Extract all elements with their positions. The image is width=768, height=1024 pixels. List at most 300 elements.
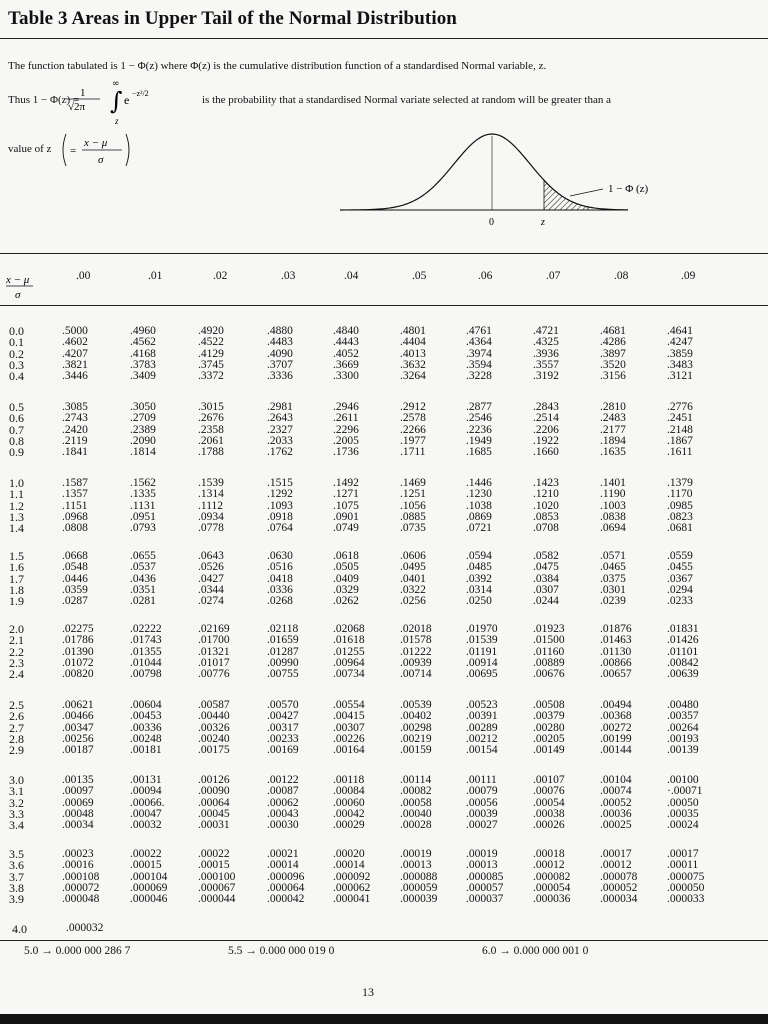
table-cell: .00025 xyxy=(600,819,632,832)
table-column-block xyxy=(267,326,293,382)
table-cell: .00013 xyxy=(466,859,498,872)
table-cell: .0594 xyxy=(466,550,492,562)
table-cell: .0735 xyxy=(400,522,426,535)
table-column-block xyxy=(130,478,156,534)
z-label: 1.2 xyxy=(9,498,24,513)
table-cell: .2327 xyxy=(267,423,293,436)
z-label: 2.3 xyxy=(9,655,24,670)
table-cell: .01923 xyxy=(533,623,565,635)
table-cell: .00523 xyxy=(466,699,498,711)
table-column-block xyxy=(62,402,88,458)
table-cell: .00440 xyxy=(198,710,230,723)
table-cell: .0274 xyxy=(198,595,224,608)
table-cell: .00122 xyxy=(267,774,299,786)
table-cell: .4960 xyxy=(130,325,156,337)
table-cell: .0694 xyxy=(600,522,626,535)
table-cell: .00676 xyxy=(533,668,565,681)
table-cell: .0838 xyxy=(600,510,626,523)
table-cell: .00326 xyxy=(198,721,230,734)
table-cell: .2177 xyxy=(600,423,626,436)
table-cell: .0869 xyxy=(466,510,492,523)
table-cell: .0571 xyxy=(600,550,626,562)
table-cell: .1841 xyxy=(62,446,88,459)
table-cell: .01500 xyxy=(533,634,565,647)
probability-text: is the probability that a standardised Normal variate selected at random will be greater than a xyxy=(202,94,611,106)
table-cell: .00012 xyxy=(600,859,632,872)
table-column-block xyxy=(466,326,492,382)
table-cell: .02169 xyxy=(198,623,230,635)
table-cell: .2483 xyxy=(600,412,626,425)
integral-upper: ∞ xyxy=(112,79,120,89)
table-column-block xyxy=(667,775,702,831)
table-cell: .00621 xyxy=(62,699,94,711)
table-cell: .00990 xyxy=(267,656,299,669)
table-cell: ·.00071 xyxy=(667,785,703,798)
table-cell: .0268 xyxy=(267,595,293,608)
table-cell: .01044 xyxy=(130,656,162,669)
table-column-block xyxy=(62,775,94,831)
table-cell: .00205 xyxy=(533,732,565,745)
table-column-block xyxy=(333,551,359,607)
table-column-block xyxy=(62,326,88,382)
table-cell: .3336 xyxy=(267,370,293,383)
table-cell: .000062 xyxy=(333,881,371,894)
table-cell: .000059 xyxy=(400,881,438,894)
z-label: 3.2 xyxy=(9,795,24,810)
table-cell: .2843 xyxy=(533,401,559,413)
column-header: .01 xyxy=(148,270,163,282)
z-label: 1.7 xyxy=(9,571,24,586)
table-cell: .00144 xyxy=(600,744,632,757)
table-cell: .1131 xyxy=(130,499,156,512)
table-cell: .1562 xyxy=(130,477,156,489)
table-cell: .1492 xyxy=(333,477,359,489)
table-cell: .4247 xyxy=(667,336,693,349)
footer-item-2: 5.5 → 0.000 000 019 0 xyxy=(228,945,335,957)
table-cell: .0823 xyxy=(667,510,693,523)
table-cell: .00357 xyxy=(667,710,699,723)
table-cell: .000075 xyxy=(667,870,705,883)
table-cell: .00264 xyxy=(667,721,699,734)
table-cell: .00368 xyxy=(600,710,632,723)
table-cell: .2296 xyxy=(333,423,359,436)
table-cell: .000067 xyxy=(198,881,236,894)
table-cell: .1401 xyxy=(600,477,626,489)
integral-formula xyxy=(60,78,200,128)
table-cell: .0281 xyxy=(130,595,156,608)
table-cell: .01700 xyxy=(198,634,230,647)
table-cell: .00056 xyxy=(466,796,498,809)
table-cell: .00064 xyxy=(198,796,230,809)
table-cell: .00052 xyxy=(600,796,632,809)
table-cell: .000108 xyxy=(62,870,100,883)
table-cell: .000082 xyxy=(533,870,571,883)
table-cell: .00030 xyxy=(267,819,299,832)
z-label: 1.3 xyxy=(9,509,24,524)
table-cell: .0239 xyxy=(600,595,626,608)
table-cell: .00820 xyxy=(62,668,94,681)
z-row-labels xyxy=(9,478,24,534)
table-cell: .0244 xyxy=(533,595,559,608)
table-cell: .000052 xyxy=(600,881,638,894)
table-cell: .1210 xyxy=(533,488,559,501)
table-cell: .00016 xyxy=(62,859,94,872)
table-cell: .00402 xyxy=(400,710,432,723)
table-cell: .0681 xyxy=(667,522,693,535)
table-cell: .3409 xyxy=(130,370,156,383)
table-cell: .00114 xyxy=(400,774,432,786)
table-cell: .00036 xyxy=(600,807,632,820)
table-cell: .000034 xyxy=(600,893,638,906)
table-cell: .1357 xyxy=(62,488,88,501)
table-cell: .00734 xyxy=(333,668,365,681)
table-cell: .2611 xyxy=(333,412,359,425)
table-cell: .0918 xyxy=(267,510,293,523)
table-cell: .4641 xyxy=(667,325,693,337)
table-cell: .0359 xyxy=(62,583,88,596)
table-column-block xyxy=(466,551,492,607)
page-number: 13 xyxy=(362,985,374,999)
table-column-block xyxy=(267,478,293,534)
table-column-block xyxy=(333,326,359,382)
table-cell: .3936 xyxy=(533,347,559,360)
table-cell: .1469 xyxy=(400,477,426,489)
table-column-block xyxy=(466,775,498,831)
table-cell: .0329 xyxy=(333,583,359,596)
z-label: 2.5 xyxy=(9,698,24,712)
table-cell: .00107 xyxy=(533,774,565,786)
table-cell: .00021 xyxy=(267,848,299,860)
table-cell: .1539 xyxy=(198,477,224,489)
table-column-block xyxy=(62,849,99,905)
table-cell: .0968 xyxy=(62,510,88,523)
table-column-block xyxy=(62,551,88,607)
table-cell: .00087 xyxy=(267,785,299,798)
formula-numer: 1 xyxy=(80,87,86,99)
table-column-block xyxy=(533,849,570,905)
z-label: 0.0 xyxy=(9,324,24,338)
table-cell: .0392 xyxy=(466,572,492,585)
table-cell: .3821 xyxy=(62,358,88,371)
table-cell: .01539 xyxy=(466,634,498,647)
table-cell: .000050 xyxy=(667,881,705,894)
table-cell: .0808 xyxy=(62,522,88,535)
header-var-numer: x − μ xyxy=(6,274,30,286)
table-column-block xyxy=(600,624,632,680)
table-cell: .0262 xyxy=(333,595,359,608)
table-cell: .1423 xyxy=(533,477,559,489)
table-cell: .00240 xyxy=(198,732,230,745)
table-column-block xyxy=(533,551,559,607)
table-cell: .3121 xyxy=(667,370,693,383)
table-cell: .00415 xyxy=(333,710,365,723)
table-cell: .0465 xyxy=(600,561,626,574)
table-cell: .000092 xyxy=(333,870,371,883)
table-cell: .2389 xyxy=(130,423,156,436)
normal-curve-figure xyxy=(338,126,698,230)
table-cell: .4404 xyxy=(400,336,426,349)
table-cell: .00866 xyxy=(600,656,632,669)
table-cell: .00494 xyxy=(600,699,632,711)
table-cell: .1056 xyxy=(400,499,426,512)
z-label: 1.8 xyxy=(9,582,24,597)
last-row-label: 4.0 xyxy=(12,922,27,936)
table-cell: .1151 xyxy=(62,499,88,512)
table-cell: .4562 xyxy=(130,336,156,349)
table-cell: .0853 xyxy=(533,510,559,523)
table-cell: .1660 xyxy=(533,446,559,459)
table-cell: .0901 xyxy=(333,510,359,523)
table-cell: .00798 xyxy=(130,668,162,681)
table-column-block xyxy=(600,849,637,905)
table-cell: .3783 xyxy=(130,358,156,371)
table-column-block xyxy=(333,775,365,831)
table-cell: .4880 xyxy=(267,325,293,337)
table-cell: .00164 xyxy=(333,744,365,757)
table-cell: .4761 xyxy=(466,325,492,337)
table-cell: .1379 xyxy=(667,477,693,489)
table-cell: .00026 xyxy=(533,819,565,832)
table-cell: .3300 xyxy=(333,370,359,383)
table-cell: .1170 xyxy=(667,488,693,501)
title-rule xyxy=(0,38,768,39)
table-cell: .0708 xyxy=(533,522,559,535)
table-cell: .02068 xyxy=(333,623,365,635)
z-label: 3.5 xyxy=(9,847,24,861)
table-cell: .0606 xyxy=(400,550,426,562)
table-cell: .00111 xyxy=(466,774,497,786)
table-column-block xyxy=(533,326,559,382)
table-cell: .0582 xyxy=(533,550,559,562)
table-cell: .00135 xyxy=(62,774,94,786)
table-cell: .01426 xyxy=(667,634,699,647)
table-cell: .4721 xyxy=(533,325,559,337)
table-column-block xyxy=(62,624,94,680)
z-label: 1.4 xyxy=(9,521,24,536)
table-cell: .0764 xyxy=(267,522,293,535)
z-row-labels xyxy=(9,849,24,905)
table-cell: .00060 xyxy=(333,796,365,809)
z-label: 3.4 xyxy=(9,818,24,833)
table-cell: .00082 xyxy=(400,785,432,798)
table-column-block xyxy=(198,700,230,756)
table-column-block xyxy=(466,624,498,680)
table-cell: .1635 xyxy=(600,446,626,459)
table-cell: .3192 xyxy=(533,370,559,383)
table-cell: .2743 xyxy=(62,412,88,425)
z-label: 0.7 xyxy=(9,422,24,437)
footer-item-3: 6.0 → 0.000 000 001 0 xyxy=(482,945,589,957)
table-cell: .1271 xyxy=(333,488,359,501)
zero-label: 0 xyxy=(489,217,494,228)
table-cell: .000041 xyxy=(333,893,371,906)
table-cell: .000088 xyxy=(400,870,438,883)
z-label: 2.7 xyxy=(9,720,24,735)
table-cell: .0778 xyxy=(198,522,224,535)
table-cell: .0475 xyxy=(533,561,559,574)
table-cell: .3707 xyxy=(267,358,293,371)
table-column-block xyxy=(600,775,632,831)
table-cell: .0505 xyxy=(333,561,359,574)
z-label: 2.8 xyxy=(9,731,24,746)
table-cell: .000048 xyxy=(62,893,100,906)
table-cell: .00639 xyxy=(667,668,699,681)
table-cell: .3483 xyxy=(667,358,693,371)
table-cell: .2358 xyxy=(198,423,224,436)
table-cell: .1922 xyxy=(533,434,559,447)
table-cell: .01831 xyxy=(667,623,699,635)
table-cell: .00043 xyxy=(267,807,299,820)
table-cell: .0367 xyxy=(667,572,693,585)
table-column-block xyxy=(130,326,156,382)
table-column-block xyxy=(533,775,565,831)
table-cell: .0314 xyxy=(466,583,492,596)
table-column-block xyxy=(130,551,156,607)
table-cell: .0548 xyxy=(62,561,88,574)
table-column-block xyxy=(533,402,559,458)
table-cell: .00554 xyxy=(333,699,365,711)
table-cell: .1736 xyxy=(333,446,359,459)
table-cell: .00307 xyxy=(333,721,365,734)
table-column-block xyxy=(130,624,162,680)
table-cell: .1894 xyxy=(600,434,626,447)
z-label: 0.9 xyxy=(9,445,24,460)
table-cell: .00104 xyxy=(600,774,632,786)
table-cell: .0934 xyxy=(198,510,224,523)
table-cell: .1977 xyxy=(400,434,426,447)
column-header: .09 xyxy=(681,270,696,282)
value-of-z-text: value of z xyxy=(8,143,52,155)
table-column-block xyxy=(667,402,693,458)
table-cell: .01321 xyxy=(198,645,230,658)
table-column-block xyxy=(198,624,230,680)
table-cell: .3632 xyxy=(400,358,426,371)
z-label: 2.6 xyxy=(9,709,24,724)
column-header: .03 xyxy=(281,270,296,282)
z-label: 2.0 xyxy=(9,622,24,636)
table-column-block xyxy=(466,700,498,756)
table-cell: .0446 xyxy=(62,572,88,585)
table-cell: .1190 xyxy=(600,488,626,501)
table-cell: .00027 xyxy=(466,819,498,832)
table-cell: .00019 xyxy=(466,848,498,860)
table-column-block xyxy=(667,551,693,607)
table-cell: .00139 xyxy=(667,744,699,757)
table-column-block xyxy=(267,402,293,458)
tail-label: 1 − Φ (z) xyxy=(608,183,649,195)
table-cell: .1038 xyxy=(466,499,492,512)
table-cell: .0885 xyxy=(400,510,426,523)
table-cell: .00126 xyxy=(198,774,230,786)
table-column-block xyxy=(333,478,359,534)
table-column-block xyxy=(198,775,230,831)
z-label: 0.8 xyxy=(9,433,24,448)
table-cell: .00066. xyxy=(130,796,165,809)
table-cell: .2643 xyxy=(267,412,293,425)
table-column-block xyxy=(62,700,94,756)
table-cell: .1949 xyxy=(466,434,492,447)
table-cell: .00233 xyxy=(267,732,299,745)
table-column-block xyxy=(466,478,492,534)
table-cell: .01463 xyxy=(600,634,632,647)
formula-denom: √2π xyxy=(68,101,86,113)
intro-text: The function tabulated is 1 − Φ(z) where Φ(z) is the cumulative distribution function of a standardised Normal variable, z. xyxy=(8,60,547,72)
table-cell: .00045 xyxy=(198,807,230,820)
table-cell: .02118 xyxy=(267,623,299,635)
z-label: 3.1 xyxy=(9,784,24,799)
table-cell: .00062 xyxy=(267,796,299,809)
table-cell: .4602 xyxy=(62,336,88,349)
table-column-block xyxy=(62,478,88,534)
table-cell: .01017 xyxy=(198,656,230,669)
table-column-block xyxy=(267,551,293,607)
table-column-block xyxy=(667,849,704,905)
table-cell: .1611 xyxy=(667,446,693,459)
table-cell: .00034 xyxy=(62,819,94,832)
table-cell: .00029 xyxy=(333,819,365,832)
table-cell: .000054 xyxy=(533,881,571,894)
table-cell: .00604 xyxy=(130,699,162,711)
table-cell: .2981 xyxy=(267,401,293,413)
header-rule xyxy=(0,305,768,306)
table-cell: .00050 xyxy=(667,796,699,809)
table-cell: .3156 xyxy=(600,370,626,383)
table-cell: .4483 xyxy=(267,336,293,349)
table-cell: .000072 xyxy=(62,881,100,894)
table-cell: .3264 xyxy=(400,370,426,383)
formula-integrand: e xyxy=(124,93,130,107)
table-cell: .00570 xyxy=(267,699,299,711)
table-cell: .00289 xyxy=(466,721,498,734)
table-cell: .3050 xyxy=(130,401,156,413)
table-cell: .4840 xyxy=(333,325,359,337)
table-cell: .00042 xyxy=(333,807,365,820)
table-cell: .0418 xyxy=(267,572,293,585)
table-cell: .000033 xyxy=(667,893,705,906)
table-cell: .01743 xyxy=(130,634,162,647)
table-cell: .00017 xyxy=(600,848,632,860)
table-cell: .0455 xyxy=(667,561,693,574)
table-cell: .0256 xyxy=(400,595,426,608)
table-cell: .4364 xyxy=(466,336,492,349)
z-label: 1.6 xyxy=(9,560,24,575)
table-cell: .4090 xyxy=(267,347,293,360)
table-cell: .0655 xyxy=(130,550,156,562)
table-cell: .0537 xyxy=(130,561,156,574)
table-cell: .00914 xyxy=(466,656,498,669)
column-header: .07 xyxy=(546,270,561,282)
table-cell: .00013 xyxy=(400,859,432,872)
scan-edge xyxy=(0,1014,768,1024)
table-column-block xyxy=(400,624,432,680)
table-cell: .00149 xyxy=(533,744,565,757)
table-cell: .00118 xyxy=(333,774,365,786)
table-cell: .0294 xyxy=(667,583,693,596)
table-cell: .5000 xyxy=(62,325,88,337)
table-cell: .00015 xyxy=(130,859,162,872)
table-cell: .00248 xyxy=(130,732,162,745)
table-cell: .01191 xyxy=(466,645,498,658)
table-column-block xyxy=(400,551,426,607)
table-cell: .00022 xyxy=(198,848,230,860)
table-cell: .00169 xyxy=(267,744,299,757)
table-cell: .2061 xyxy=(198,434,224,447)
table-cell: .00391 xyxy=(466,710,498,723)
table-cell: .01876 xyxy=(600,623,632,635)
table-cell: .2148 xyxy=(667,423,693,436)
table-cell: .00226 xyxy=(333,732,365,745)
table-cell: .2451 xyxy=(667,412,693,425)
